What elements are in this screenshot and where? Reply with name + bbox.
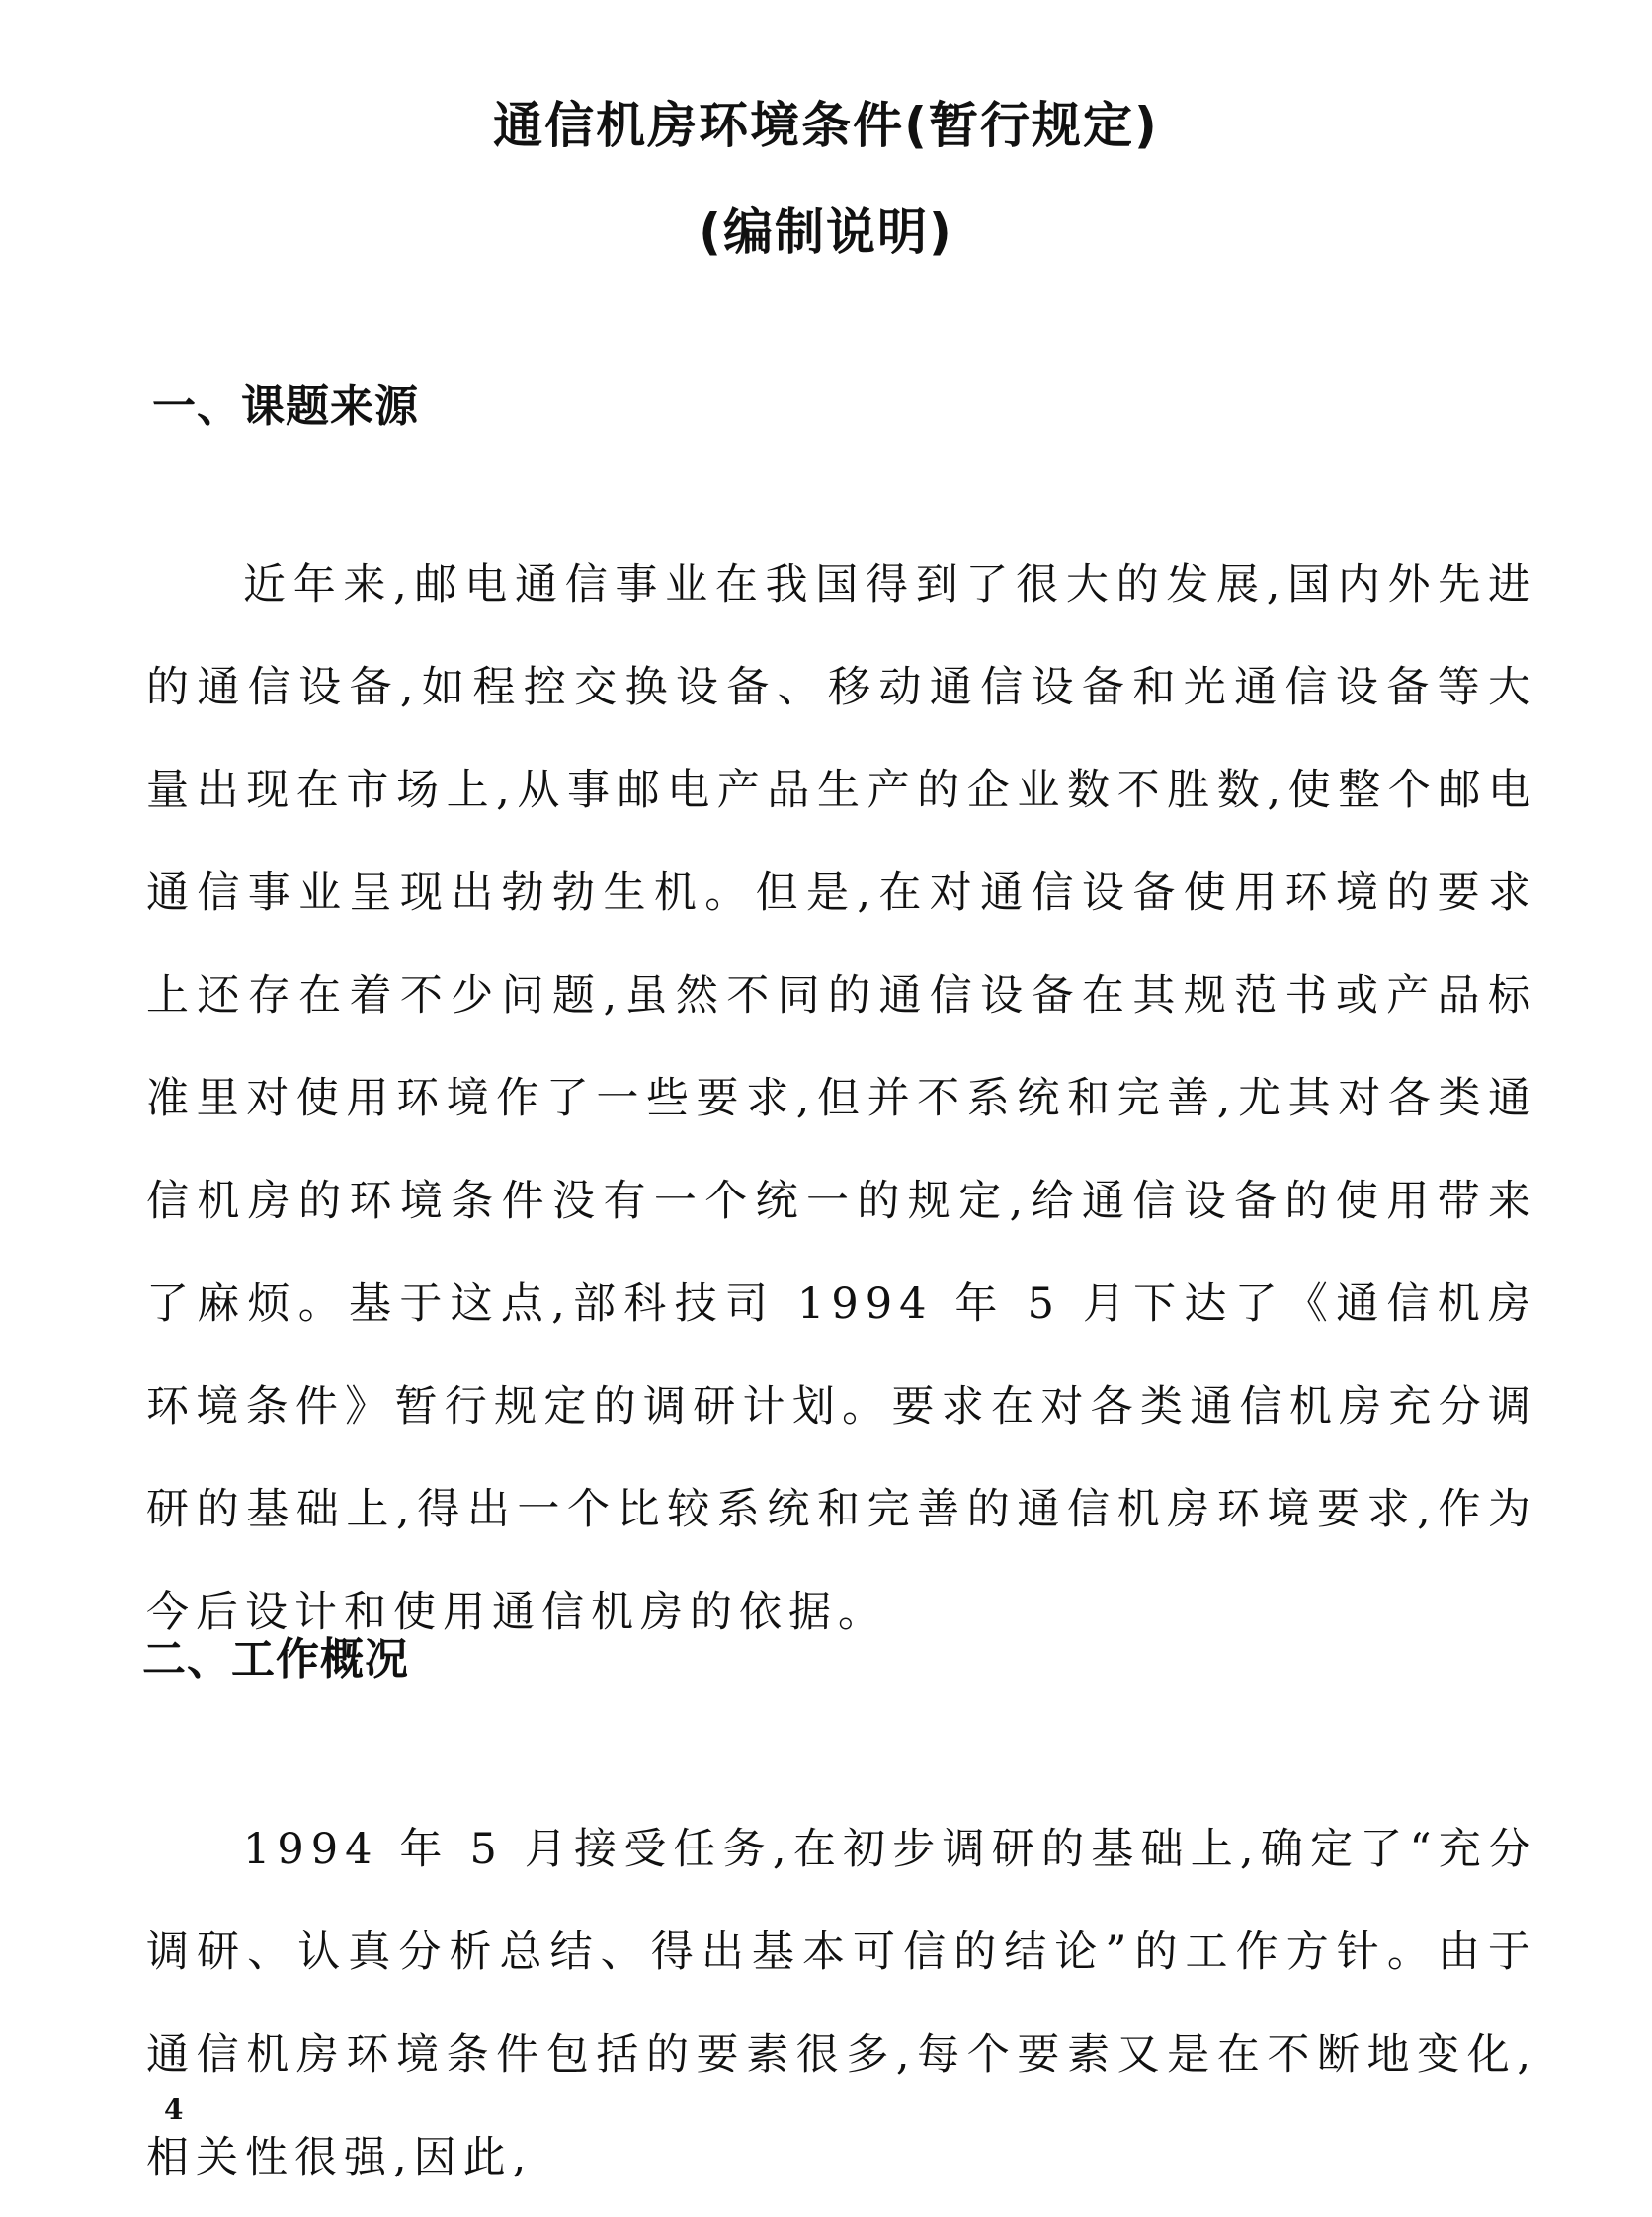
section-paragraph-overview: 1994 年 5 月接受任务,在初步调研的基础上,确定了“充分调研、认真分析总结、得出基本可信的结论”的工作方针。由于通信机房环境条件包括的要素很多,每个要素又是在不断地变化,相关性很强,因此,	[146, 1825, 1537, 2182]
section-heading-overview: 二、工作概况	[142, 1634, 409, 1684]
section-heading-source: 一、课题来源	[152, 381, 419, 432]
page-number: 4	[164, 2094, 184, 2126]
section-paragraph-source: 近年来,邮电通信事业在我国得到了很大的发展,国内外先进的通信设备,如程控交换设备、移动通信设备和光通信设备等大量出现在市场上,从事邮电产品生产的企业数不胜数,使整个邮电通信事业呈现出勃勃生机。但是,在对通信设备使用环境的要求上还存在着不少问题,虽然不同的通信设备在其规范书或产品标准里对使用环境作了一些要求,但并不系统和完善,尤其对各类通信机房的环境条件没有一个统一的规定,给通信设备的使用带来了麻烦。基于这点,部科技司 1994 年 5 月下达了《通信机房环境条件》暂行规定的调研计划。要求在对各类通信机房充分调研的基础上,得出一个比较系统和完善的通信机房环境要求,作为今后设计和使用通信机房的依据。	[146, 560, 1537, 1637]
document-title: 通信机房环境条件(暂行规定)	[493, 97, 1159, 154]
document-subtitle: (编制说明)	[699, 204, 953, 261]
